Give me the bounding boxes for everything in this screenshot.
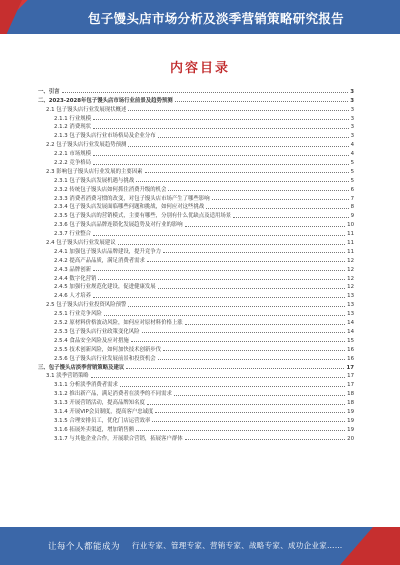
toc-entry[interactable] bbox=[38, 317, 354, 326]
toc-leader-dots bbox=[93, 235, 345, 236]
toc-entry-text: 3.1.3 开展营销活动，提高品牌知名度 bbox=[54, 400, 145, 407]
toc-entry-text: 2.5.2 原材料价格波动风险，如何应对原材料价格上涨 bbox=[54, 320, 183, 327]
toc-entry[interactable] bbox=[38, 184, 354, 193]
toc-entry[interactable] bbox=[38, 122, 354, 131]
toc-entry[interactable] bbox=[38, 379, 354, 388]
toc-leader-dots bbox=[93, 164, 349, 165]
toc-entry[interactable] bbox=[38, 371, 354, 380]
toc-leader-dots bbox=[128, 306, 345, 307]
toc-leader-dots bbox=[62, 92, 349, 93]
toc-entry-text: 2.5.4 食品安全风险及应对措施 bbox=[54, 337, 129, 344]
toc-leader-dots bbox=[185, 226, 346, 227]
toc-entry[interactable] bbox=[38, 237, 354, 246]
toc-leader-dots bbox=[158, 288, 345, 289]
toc-entry[interactable] bbox=[38, 255, 354, 264]
toc-page-number: 17 bbox=[346, 364, 354, 371]
toc-entry-text: 3.1.7 与其他企业合作，开展联合营销，拓展客户群体 bbox=[54, 435, 183, 442]
toc-entry[interactable] bbox=[38, 139, 354, 148]
toc-entry[interactable] bbox=[38, 362, 354, 371]
toc-page-number: 3 bbox=[350, 124, 354, 131]
toc-entry[interactable] bbox=[38, 273, 354, 282]
toc-entry-text: 2.2.1 市场规模 bbox=[54, 151, 91, 158]
toc-entry-text: 3.1.6 拓展外卖渠道，增加销售额 bbox=[54, 426, 135, 433]
toc-page-number: 5 bbox=[350, 160, 354, 167]
toc-leader-dots bbox=[206, 208, 348, 209]
toc-entry[interactable] bbox=[38, 335, 354, 344]
toc-entry-text: 2.3.5 包子馒头店的营销模式，主要有哪些，分别有什么优缺点及适用场景 bbox=[54, 213, 232, 220]
toc-entry-text: 二、2023-2028年包子馒头店市场行业前景及趋势预测 bbox=[38, 97, 173, 104]
toc-entry[interactable] bbox=[38, 282, 354, 291]
toc-entry-text: 2.2 包子馒头店行业发展趋势预测 bbox=[46, 142, 127, 149]
toc-page-number: 16 bbox=[347, 355, 354, 362]
toc-leader-dots bbox=[136, 181, 348, 182]
toc-entry[interactable] bbox=[38, 415, 354, 424]
toc-leader-dots bbox=[155, 412, 345, 413]
toc-page-number: 18 bbox=[347, 391, 354, 398]
toc-leader-dots bbox=[93, 128, 349, 129]
toc-entry-text: 2.4.6 人才培养 bbox=[54, 293, 91, 300]
toc-leader-dots bbox=[163, 252, 345, 253]
toc-heading: 内容目录 bbox=[169, 61, 230, 76]
toc-entry-text: 3.1 淡季营销策略 bbox=[46, 373, 89, 380]
toc-page-number: 15 bbox=[347, 337, 354, 344]
toc-entry[interactable] bbox=[38, 148, 354, 157]
toc-page-number: 12 bbox=[347, 257, 354, 264]
toc-entry-text: 2.1 包子馒头店行业发展现状概述 bbox=[46, 106, 127, 113]
toc-page-number: 11 bbox=[347, 231, 354, 238]
toc-leader-dots bbox=[93, 119, 349, 120]
toc-entry[interactable] bbox=[38, 95, 354, 104]
toc-entry-text: 3.1.4 开展VIP会员制度，提高客户忠诚度 bbox=[54, 408, 154, 415]
toc-entry[interactable] bbox=[38, 104, 354, 113]
toc-page-number: 16 bbox=[347, 346, 354, 353]
toc-entry[interactable] bbox=[38, 433, 354, 442]
toc-entry-text: 2.4.3 品牌创新 bbox=[54, 266, 91, 273]
toc-entry-text: 2.3.6 包子馒头店品牌连锁化发展趋势及对行业的影响 bbox=[54, 222, 183, 229]
toc-page-number: 17 bbox=[347, 373, 354, 380]
page-header bbox=[0, 0, 400, 34]
toc-page-number: 3 bbox=[350, 115, 354, 122]
table-of-contents bbox=[38, 86, 354, 442]
toc-entry[interactable] bbox=[38, 193, 354, 202]
toc-entry[interactable] bbox=[38, 326, 354, 335]
toc-leader-dots bbox=[126, 368, 344, 369]
toc-page-number: 13 bbox=[347, 293, 354, 300]
toc-page-number: 12 bbox=[347, 266, 354, 273]
toc-entry-text: 2.2.2 竞争格局 bbox=[54, 160, 91, 167]
toc-page-number: 19 bbox=[347, 408, 354, 415]
toc-entry[interactable] bbox=[38, 113, 354, 122]
toc-page-number: 17 bbox=[347, 382, 354, 389]
toc-entry[interactable] bbox=[38, 86, 354, 95]
toc-entry-text: 2.5.1 行业竞争风险 bbox=[54, 311, 102, 318]
toc-entry-text: 2.5.3 包子馒头店行业政策变化风险 bbox=[54, 328, 140, 335]
toc-entry[interactable] bbox=[38, 157, 354, 166]
toc-leader-dots bbox=[128, 110, 348, 111]
page-footer bbox=[0, 527, 400, 565]
toc-entry[interactable] bbox=[38, 166, 354, 175]
toc-page-number: 3 bbox=[350, 97, 354, 104]
toc-leader-dots bbox=[185, 439, 346, 440]
toc-entry[interactable] bbox=[38, 406, 354, 415]
footer-tagline: 行业专家、管理专家、营销专家、战略专家、成功企业家…… bbox=[132, 541, 343, 550]
toc-entry[interactable] bbox=[38, 353, 354, 362]
toc-leader-dots bbox=[147, 404, 345, 405]
toc-entry-text: 2.3.7 行业整合 bbox=[54, 231, 91, 238]
toc-leader-dots bbox=[147, 261, 345, 262]
toc-entry-text: 3.1.5 合理安排员工，优化门店运营效率 bbox=[54, 417, 151, 424]
toc-entry-text: 2.1.1 行业规模 bbox=[54, 115, 91, 122]
toc-entry[interactable] bbox=[38, 290, 354, 299]
toc-leader-dots bbox=[163, 350, 345, 351]
toc-leader-dots bbox=[185, 324, 346, 325]
toc-leader-dots bbox=[131, 341, 345, 342]
toc-entry-text: 三、包子馒头店淡季营销策略及建议 bbox=[38, 364, 125, 371]
toc-entry-text: 2.1.2 消费现状 bbox=[54, 124, 91, 131]
toc-entry-text: 2.3.2 传统包子馒头店如何抓住消费升级的机会 bbox=[54, 186, 167, 193]
toc-entry-text: 2.4.4 数字化营销 bbox=[54, 275, 97, 282]
toc-leader-dots bbox=[174, 395, 345, 396]
toc-leader-dots bbox=[120, 386, 345, 387]
toc-page-number: 13 bbox=[347, 311, 354, 318]
toc-page-number: 12 bbox=[347, 275, 354, 282]
toc-leader-dots bbox=[93, 270, 345, 271]
toc-entry-text: 2.3.1 包子馒头店发展机遇与挑战 bbox=[54, 177, 135, 184]
toc-leader-dots bbox=[158, 137, 349, 138]
toc-page-number: 4 bbox=[350, 142, 354, 149]
toc-leader-dots bbox=[212, 199, 349, 200]
toc-entry-text: 2.4.1 加强包子馒头店品牌建设，提升竞争力 bbox=[54, 248, 162, 255]
toc-leader-dots bbox=[93, 297, 345, 298]
toc-page-number: 9 bbox=[350, 213, 354, 220]
toc-entry[interactable] bbox=[38, 308, 354, 317]
toc-page-number: 20 bbox=[347, 435, 354, 442]
toc-entry-text: 2.4.2 提高产品品质，满足消费者需求 bbox=[54, 257, 145, 264]
toc-entry-text: 2.5.6 包子馒头店行业发展前景和投资机会 bbox=[54, 355, 156, 362]
toc-leader-dots bbox=[168, 190, 348, 191]
toc-entry[interactable] bbox=[38, 388, 354, 397]
toc-entry-text: 2.4 包子馒头店行业发展建议 bbox=[46, 240, 116, 247]
toc-page-number: 19 bbox=[347, 426, 354, 433]
toc-entry-text: 一、引言 bbox=[38, 88, 60, 95]
toc-leader-dots bbox=[93, 155, 349, 156]
toc-entry-text: 2.4.5 加强行业规范化建设，促进健康发展 bbox=[54, 284, 156, 291]
toc-page-number: 3 bbox=[350, 88, 354, 95]
toc-entry-text: 3.1.1 分析淡季消费者需求 bbox=[54, 382, 118, 389]
toc-leader-dots bbox=[152, 421, 345, 422]
toc-page-number: 3 bbox=[350, 106, 354, 113]
toc-entry-text: 2.3.4 包子馒头店发展面临哪些问题和挑战，如何应对这些挑战 bbox=[54, 204, 205, 211]
toc-entry[interactable] bbox=[38, 299, 354, 308]
toc-entry-text: 3.1.2 推出新产品，满足消费者在淡季的不同需求 bbox=[54, 391, 172, 398]
toc-entry-text: 2.3 影响包子馒头店行业发展的主要因素 bbox=[46, 168, 143, 175]
toc-page-number: 13 bbox=[347, 302, 354, 309]
toc-page-number: 8 bbox=[350, 204, 354, 211]
toc-entry[interactable] bbox=[38, 202, 354, 211]
toc-entry[interactable] bbox=[38, 424, 354, 433]
toc-page-number: 19 bbox=[347, 417, 354, 424]
toc-entry[interactable] bbox=[38, 264, 354, 273]
footer-decoration bbox=[340, 527, 400, 565]
toc-leader-dots bbox=[142, 332, 346, 333]
toc-page-number: 11 bbox=[347, 248, 354, 255]
toc-leader-dots bbox=[175, 101, 349, 102]
toc-entry[interactable] bbox=[38, 130, 354, 139]
toc-entry-text: 2.3.3 消费者消费习惯的改变，对包子馒头店市场产生了哪些影响 bbox=[54, 195, 210, 202]
report-title: 包子馒头店市场分析及淡季营销策略研究报告 bbox=[87, 11, 344, 26]
toc-leader-dots bbox=[91, 377, 346, 378]
toc-page-number: 11 bbox=[347, 240, 354, 247]
toc-leader-dots bbox=[118, 244, 346, 245]
toc-page-number: 3 bbox=[350, 133, 354, 140]
toc-leader-dots bbox=[104, 315, 345, 316]
toc-entry-text: 2.1.3 包子馒头店行业市场格局及企业分布 bbox=[54, 133, 156, 140]
toc-page-number: 5 bbox=[350, 168, 354, 175]
toc-entry-text: 2.5.5 技术创新风险，如何加快技术创新步伐 bbox=[54, 346, 162, 353]
toc-entry[interactable] bbox=[38, 228, 354, 237]
toc-page-number: 14 bbox=[347, 320, 354, 327]
toc-entry[interactable] bbox=[38, 344, 354, 353]
toc-leader-dots bbox=[136, 430, 345, 431]
toc-leader-dots bbox=[128, 146, 348, 147]
toc-leader-dots bbox=[145, 172, 349, 173]
toc-entry[interactable] bbox=[38, 397, 354, 406]
footer-slogan: 让每个人都能成为 bbox=[48, 542, 121, 552]
toc-page-number: 5 bbox=[350, 177, 354, 184]
toc-entry-text: 2.5 包子馒头店行业投资风险预警 bbox=[46, 302, 127, 309]
toc-page-number: 18 bbox=[347, 400, 354, 407]
toc-entry[interactable] bbox=[38, 175, 354, 184]
toc-page-number: 7 bbox=[350, 195, 354, 202]
toc-entry[interactable] bbox=[38, 219, 354, 228]
toc-entry[interactable] bbox=[38, 210, 354, 219]
toc-page-number: 14 bbox=[347, 328, 354, 335]
toc-entry[interactable] bbox=[38, 246, 354, 255]
toc-page-number: 12 bbox=[347, 284, 354, 291]
toc-page-number: 4 bbox=[350, 151, 354, 158]
toc-leader-dots bbox=[233, 217, 348, 218]
toc-leader-dots bbox=[98, 279, 345, 280]
toc-page-number: 10 bbox=[347, 222, 354, 229]
toc-page-number: 6 bbox=[350, 186, 354, 193]
toc-leader-dots bbox=[158, 359, 345, 360]
